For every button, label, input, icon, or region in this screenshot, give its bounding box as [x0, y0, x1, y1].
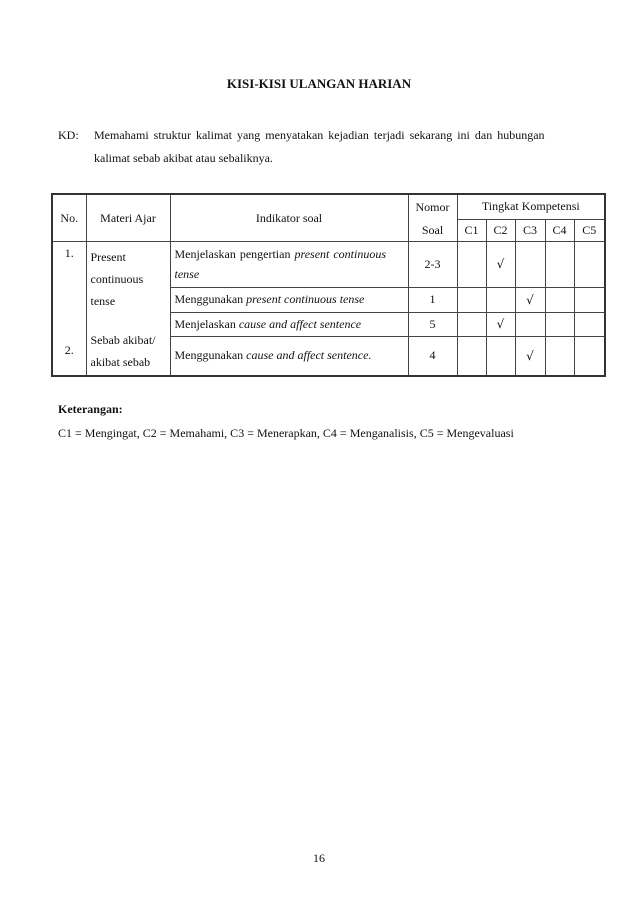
- header-soal: Soal: [408, 219, 457, 242]
- kd-section: [58, 124, 578, 170]
- check-c2-1: √: [486, 242, 515, 288]
- row-materi-2: Sebab akibat/ akibat sebab: [86, 312, 170, 376]
- kisi-kisi-table: [51, 193, 606, 377]
- indikator-1: Menjelaskan pengertian present continuous tense: [170, 242, 408, 288]
- check-c2-3: √: [486, 312, 515, 336]
- table-row: [52, 312, 605, 336]
- kd-text-line2: kalimat sebab akibat atau sebaliknya.: [94, 151, 273, 165]
- header-indikator: Indikator soal: [170, 194, 408, 242]
- kd-label: KD:: [58, 128, 79, 142]
- header-c4: C4: [545, 219, 574, 242]
- header-c2: C2: [486, 219, 515, 242]
- check-c3-2: √: [515, 287, 545, 312]
- header-c5: C5: [574, 219, 605, 242]
- kd-text-line1: Memahami struktur kalimat yang menyatakan kejadian terjadi sekarang ini dan hubungan: [94, 128, 545, 142]
- nomor-1: 2-3: [408, 242, 457, 288]
- check-c3-4: √: [515, 336, 545, 376]
- row-no-1: 1.: [52, 242, 86, 313]
- header-materi: Materi Ajar: [86, 194, 170, 242]
- row-no-2: 2.: [52, 312, 86, 376]
- header-c3: C3: [515, 219, 545, 242]
- header-no: No.: [52, 194, 86, 242]
- keterangan-text: C1 = Mengingat, C2 = Memahami, C3 = Menerapkan, C4 = Menganalisis, C5 = Mengevaluasi: [58, 426, 514, 440]
- keterangan-label: Keterangan:: [58, 402, 123, 416]
- header-tingkat: Tingkat Kompetensi: [457, 194, 605, 219]
- nomor-4: 4: [408, 336, 457, 376]
- indikator-2: Menggunakan present continuous tense: [170, 287, 408, 312]
- page-number: 16: [313, 851, 325, 865]
- nomor-3: 5: [408, 312, 457, 336]
- table-row: [52, 242, 605, 288]
- row-materi-1: Present continuous tense: [86, 242, 170, 313]
- indikator-3: Menjelaskan cause and affect sentence: [170, 312, 408, 336]
- header-nomor: Nomor: [408, 194, 457, 219]
- page-title: KISI-KISI ULANGAN HARIAN: [226, 76, 412, 91]
- header-c1: C1: [457, 219, 486, 242]
- nomor-2: 1: [408, 287, 457, 312]
- indikator-4: Menggunakan cause and affect sentence.: [170, 336, 408, 376]
